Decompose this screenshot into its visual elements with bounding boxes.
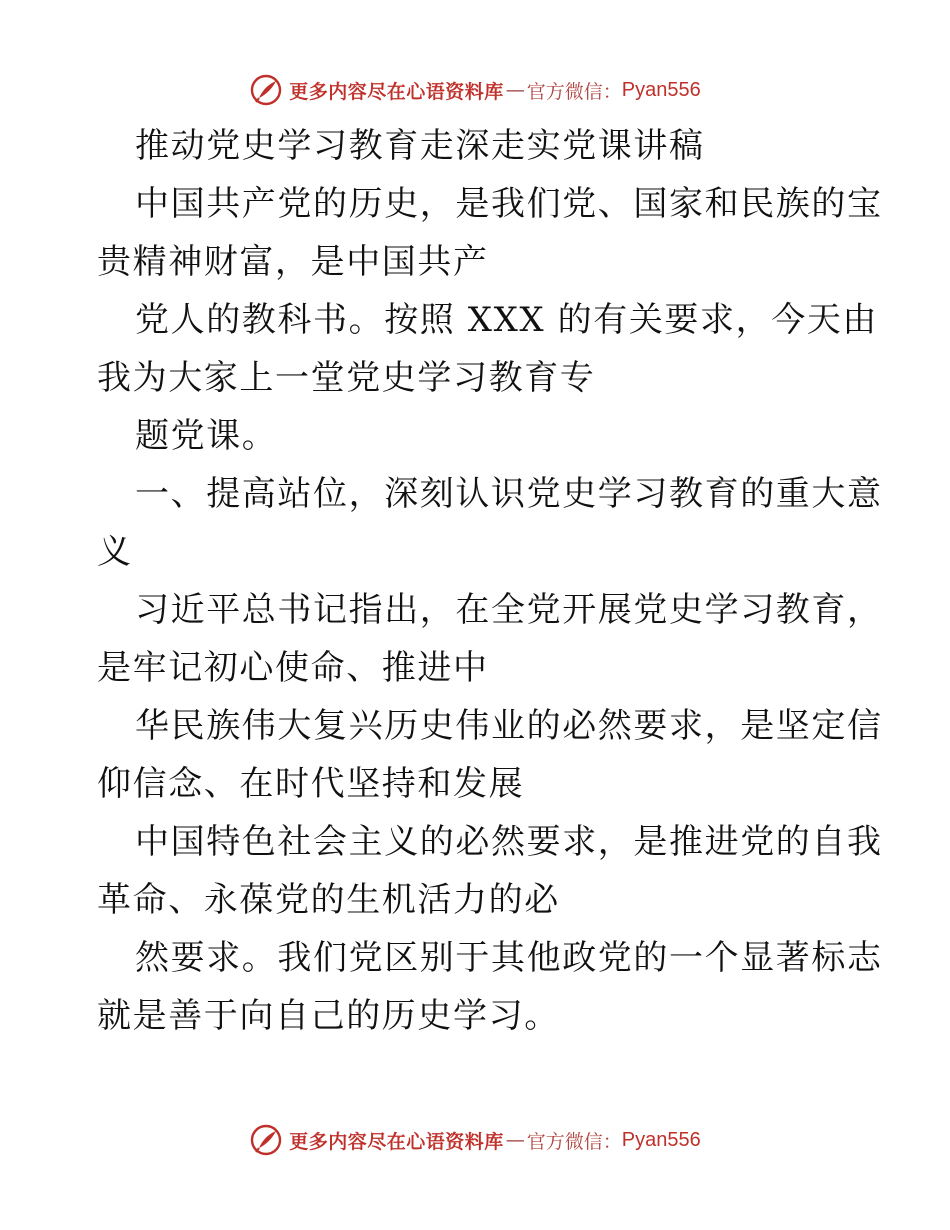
banner-site-text: 更多内容尽在心语资料库 (289, 1130, 504, 1153)
section-heading: 一、提高站位，深刻认识党史学习教育的重大意 (135, 474, 883, 514)
paragraph-line: 党人的教科书。按照 XXX 的有关要求，今天由 (135, 300, 879, 340)
paragraph-line: 贵精神财富，是中国共产 (97, 242, 489, 282)
document-title: 推动党史学习教育走深走实党课讲稿 (135, 126, 705, 166)
paragraph-line: 题党课。 (135, 416, 278, 456)
paragraph-line: 习近平总书记指出，在全党开展党史学习教育， (135, 590, 883, 630)
banner-wechat-id: Pyan556 (621, 78, 701, 101)
banner-wechat-label: 官方微信： (526, 80, 622, 103)
paragraph-line: 革命、永葆党的生机活力的必 (97, 880, 560, 920)
paragraph-line: 我为大家上一堂党史学习教育专 (97, 358, 596, 398)
paragraph-line: 然要求。我们党区别于其他政党的一个显著标志 (135, 938, 883, 978)
banner-wechat-id: Pyan556 (621, 1128, 701, 1151)
footer-banner (0, 1120, 950, 1160)
paragraph-line: 仰信念、在时代坚持和发展 (97, 764, 525, 804)
paragraph-line: 是牢记初心使命、推进中 (97, 648, 489, 688)
paragraph-line: 中国特色社会主义的必然要求，是推进党的自我 (135, 822, 883, 862)
feather-logo-icon (249, 1123, 283, 1157)
feather-logo-icon (249, 73, 283, 107)
banner-site-text: 更多内容尽在心语资料库 (289, 80, 504, 103)
banner-separator: — (505, 1129, 525, 1151)
banner-separator: — (505, 79, 525, 101)
paragraph-line: 就是善于向自己的历史学习。 (97, 996, 560, 1036)
document-body (97, 117, 883, 1045)
banner-wechat-label: 官方微信： (526, 1130, 622, 1153)
paragraph-line: 华民族伟大复兴历史伟业的必然要求，是坚定信 (135, 706, 883, 746)
header-banner (0, 70, 950, 110)
paragraph-line: 中国共产党的历史，是我们党、国家和民族的宝 (135, 184, 883, 224)
section-heading: 义 (97, 532, 133, 572)
